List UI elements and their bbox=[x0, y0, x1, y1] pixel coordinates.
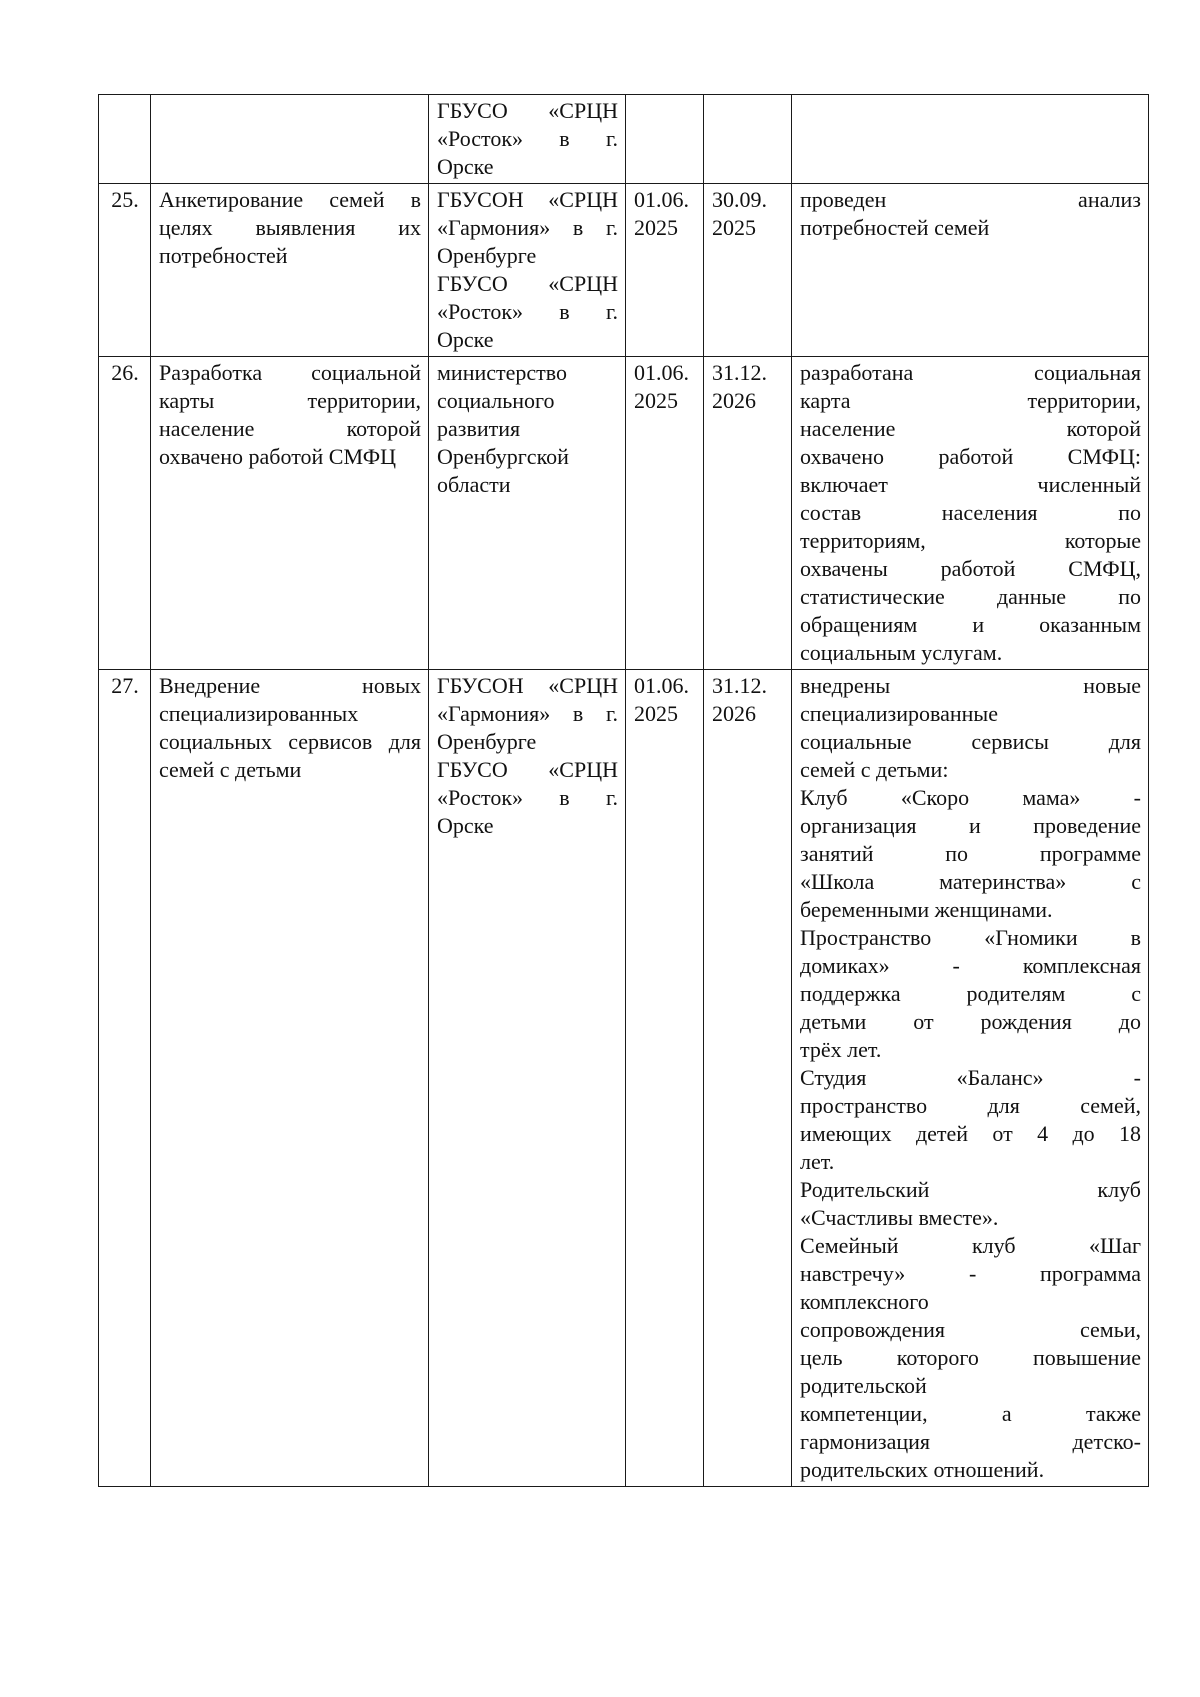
cell-line: специализированные bbox=[800, 701, 998, 726]
cell-line: карта территории, bbox=[800, 388, 1141, 413]
cell-line: детьми от рождения до bbox=[800, 1009, 1141, 1034]
cell-line: карты территории, bbox=[159, 388, 421, 413]
cell-line: «Гармония» в г. bbox=[437, 215, 618, 240]
cell-line: сопровождения семьи, bbox=[800, 1317, 1141, 1342]
table-row bbox=[99, 670, 1149, 1487]
cell-line: Студия «Баланс» - bbox=[800, 1065, 1141, 1090]
cell-line: комплексного bbox=[800, 1289, 929, 1314]
executor-cell bbox=[429, 670, 626, 1487]
row-number: 25. bbox=[99, 184, 151, 357]
cell-line: пространство для семей, bbox=[800, 1093, 1141, 1118]
cell-line: Анкетирование семей в bbox=[159, 187, 421, 212]
cell-line: «Счастливы вместе». bbox=[800, 1205, 999, 1230]
cell-line: занятий по программе bbox=[800, 841, 1141, 866]
cell-line: социальным услугам. bbox=[800, 640, 1003, 665]
table-row bbox=[99, 95, 1149, 184]
cell-line: цель которого повышение bbox=[800, 1345, 1141, 1370]
cell-line: социальных сервисов для bbox=[159, 729, 421, 754]
start-date-cell: 01.06. 2025 bbox=[626, 357, 704, 670]
result-cell bbox=[792, 357, 1149, 670]
executor-cell bbox=[429, 184, 626, 357]
cell-line: потребностей bbox=[159, 243, 288, 268]
table-body bbox=[99, 95, 1149, 1487]
cell-line: развития bbox=[437, 416, 521, 441]
cell-line: охвачено работой СМФЦ bbox=[159, 444, 397, 469]
cell-line: ГБУСОН «СРЦН bbox=[437, 673, 618, 698]
cell-line: ГБУСО «СРЦН bbox=[437, 757, 618, 782]
cell-line: проведен анализ bbox=[800, 187, 1141, 212]
cell-line: «Росток» в г. bbox=[437, 126, 618, 151]
cell-line: охвачено работой СМФЦ: bbox=[800, 444, 1141, 469]
cell-line: семей с детьми bbox=[159, 757, 302, 782]
row-number: 26. bbox=[99, 357, 151, 670]
end-date-cell: 31.12. 2026 bbox=[704, 670, 792, 1487]
cell-line: население которой bbox=[800, 416, 1141, 441]
cell-line: ГБУСО «СРЦН bbox=[437, 98, 618, 123]
cell-line: потребностей семей bbox=[800, 215, 990, 240]
cell-line: семей с детьми: bbox=[800, 757, 949, 782]
start-date-cell: 01.06. 2025 bbox=[626, 184, 704, 357]
cell-line: ГБУСО «СРЦН bbox=[437, 271, 618, 296]
cell-line: внедрены новые bbox=[800, 673, 1141, 698]
executor-cell bbox=[429, 95, 626, 184]
cell-line: включает численный bbox=[800, 472, 1141, 497]
cell-line: трёх лет. bbox=[800, 1037, 882, 1062]
cell-line: Внедрение новых bbox=[159, 673, 421, 698]
cell-line: Орске bbox=[437, 154, 494, 179]
cell-line: специализированных bbox=[159, 701, 359, 726]
cell-line: «Гармония» в г. bbox=[437, 701, 618, 726]
cell-line: ГБУСОН «СРЦН bbox=[437, 187, 618, 212]
executor-cell bbox=[429, 357, 626, 670]
event-cell bbox=[151, 670, 429, 1487]
cell-line: Родительский клуб bbox=[800, 1177, 1141, 1202]
end-date-cell bbox=[704, 95, 792, 184]
cell-line: лет. bbox=[800, 1149, 835, 1174]
result-cell bbox=[792, 95, 1149, 184]
cell-line: целях выявления их bbox=[159, 215, 421, 240]
cell-line: области bbox=[437, 472, 511, 497]
end-date-cell: 30.09. 2025 bbox=[704, 184, 792, 357]
result-cell bbox=[792, 184, 1149, 357]
cell-line: социального bbox=[437, 388, 555, 413]
row-number: 27. bbox=[99, 670, 151, 1487]
cell-line: компетенции, а также bbox=[800, 1401, 1141, 1426]
cell-line: Пространство «Гномики в bbox=[800, 925, 1141, 950]
cell-line: Оренбурге bbox=[437, 243, 537, 268]
event-cell bbox=[151, 95, 429, 184]
cell-line: гармонизация детско- bbox=[800, 1429, 1141, 1454]
result-cell bbox=[792, 670, 1149, 1487]
cell-line: беременными женщинами. bbox=[800, 897, 1053, 922]
cell-line: Оренбургской bbox=[437, 444, 569, 469]
cell-line: Разработка социальной bbox=[159, 360, 421, 385]
cell-line: охвачены работой СМФЦ, bbox=[800, 556, 1141, 581]
event-cell bbox=[151, 184, 429, 357]
start-date-cell bbox=[626, 95, 704, 184]
cell-line: разработана социальная bbox=[800, 360, 1141, 385]
cell-line: навстречу» - программа bbox=[800, 1261, 1141, 1286]
cell-line: состав населения по bbox=[800, 500, 1141, 525]
event-cell bbox=[151, 357, 429, 670]
cell-line: Оренбурге bbox=[437, 729, 537, 754]
cell-line: «Школа материнства» с bbox=[800, 869, 1141, 894]
row-number bbox=[99, 95, 151, 184]
cell-line: статистические данные по bbox=[800, 584, 1141, 609]
cell-line: население которой bbox=[159, 416, 421, 441]
cell-line: Орске bbox=[437, 327, 494, 352]
cell-line: родительских отношений. bbox=[800, 1457, 1045, 1482]
cell-line: обращениям и оказанным bbox=[800, 612, 1141, 637]
table-row bbox=[99, 184, 1149, 357]
cell-line: «Росток» в г. bbox=[437, 785, 618, 810]
cell-line: организация и проведение bbox=[800, 813, 1141, 838]
activity-plan-table bbox=[98, 94, 1149, 1487]
cell-line: Орске bbox=[437, 813, 494, 838]
cell-line: министерство bbox=[437, 360, 568, 385]
cell-line: территориям, которые bbox=[800, 528, 1141, 553]
cell-line: «Росток» в г. bbox=[437, 299, 618, 324]
start-date-cell: 01.06. 2025 bbox=[626, 670, 704, 1487]
cell-line: социальные сервисы для bbox=[800, 729, 1141, 754]
end-date-cell: 31.12. 2026 bbox=[704, 357, 792, 670]
cell-line: имеющих детей от 4 до 18 bbox=[800, 1121, 1141, 1146]
cell-line: родительской bbox=[800, 1373, 927, 1398]
table-row bbox=[99, 357, 1149, 670]
cell-line: Клуб «Скоро мама» - bbox=[800, 785, 1141, 810]
cell-line: поддержка родителям с bbox=[800, 981, 1141, 1006]
cell-line: Семейный клуб «Шаг bbox=[800, 1233, 1141, 1258]
cell-line: домиках» - комплексная bbox=[800, 953, 1141, 978]
